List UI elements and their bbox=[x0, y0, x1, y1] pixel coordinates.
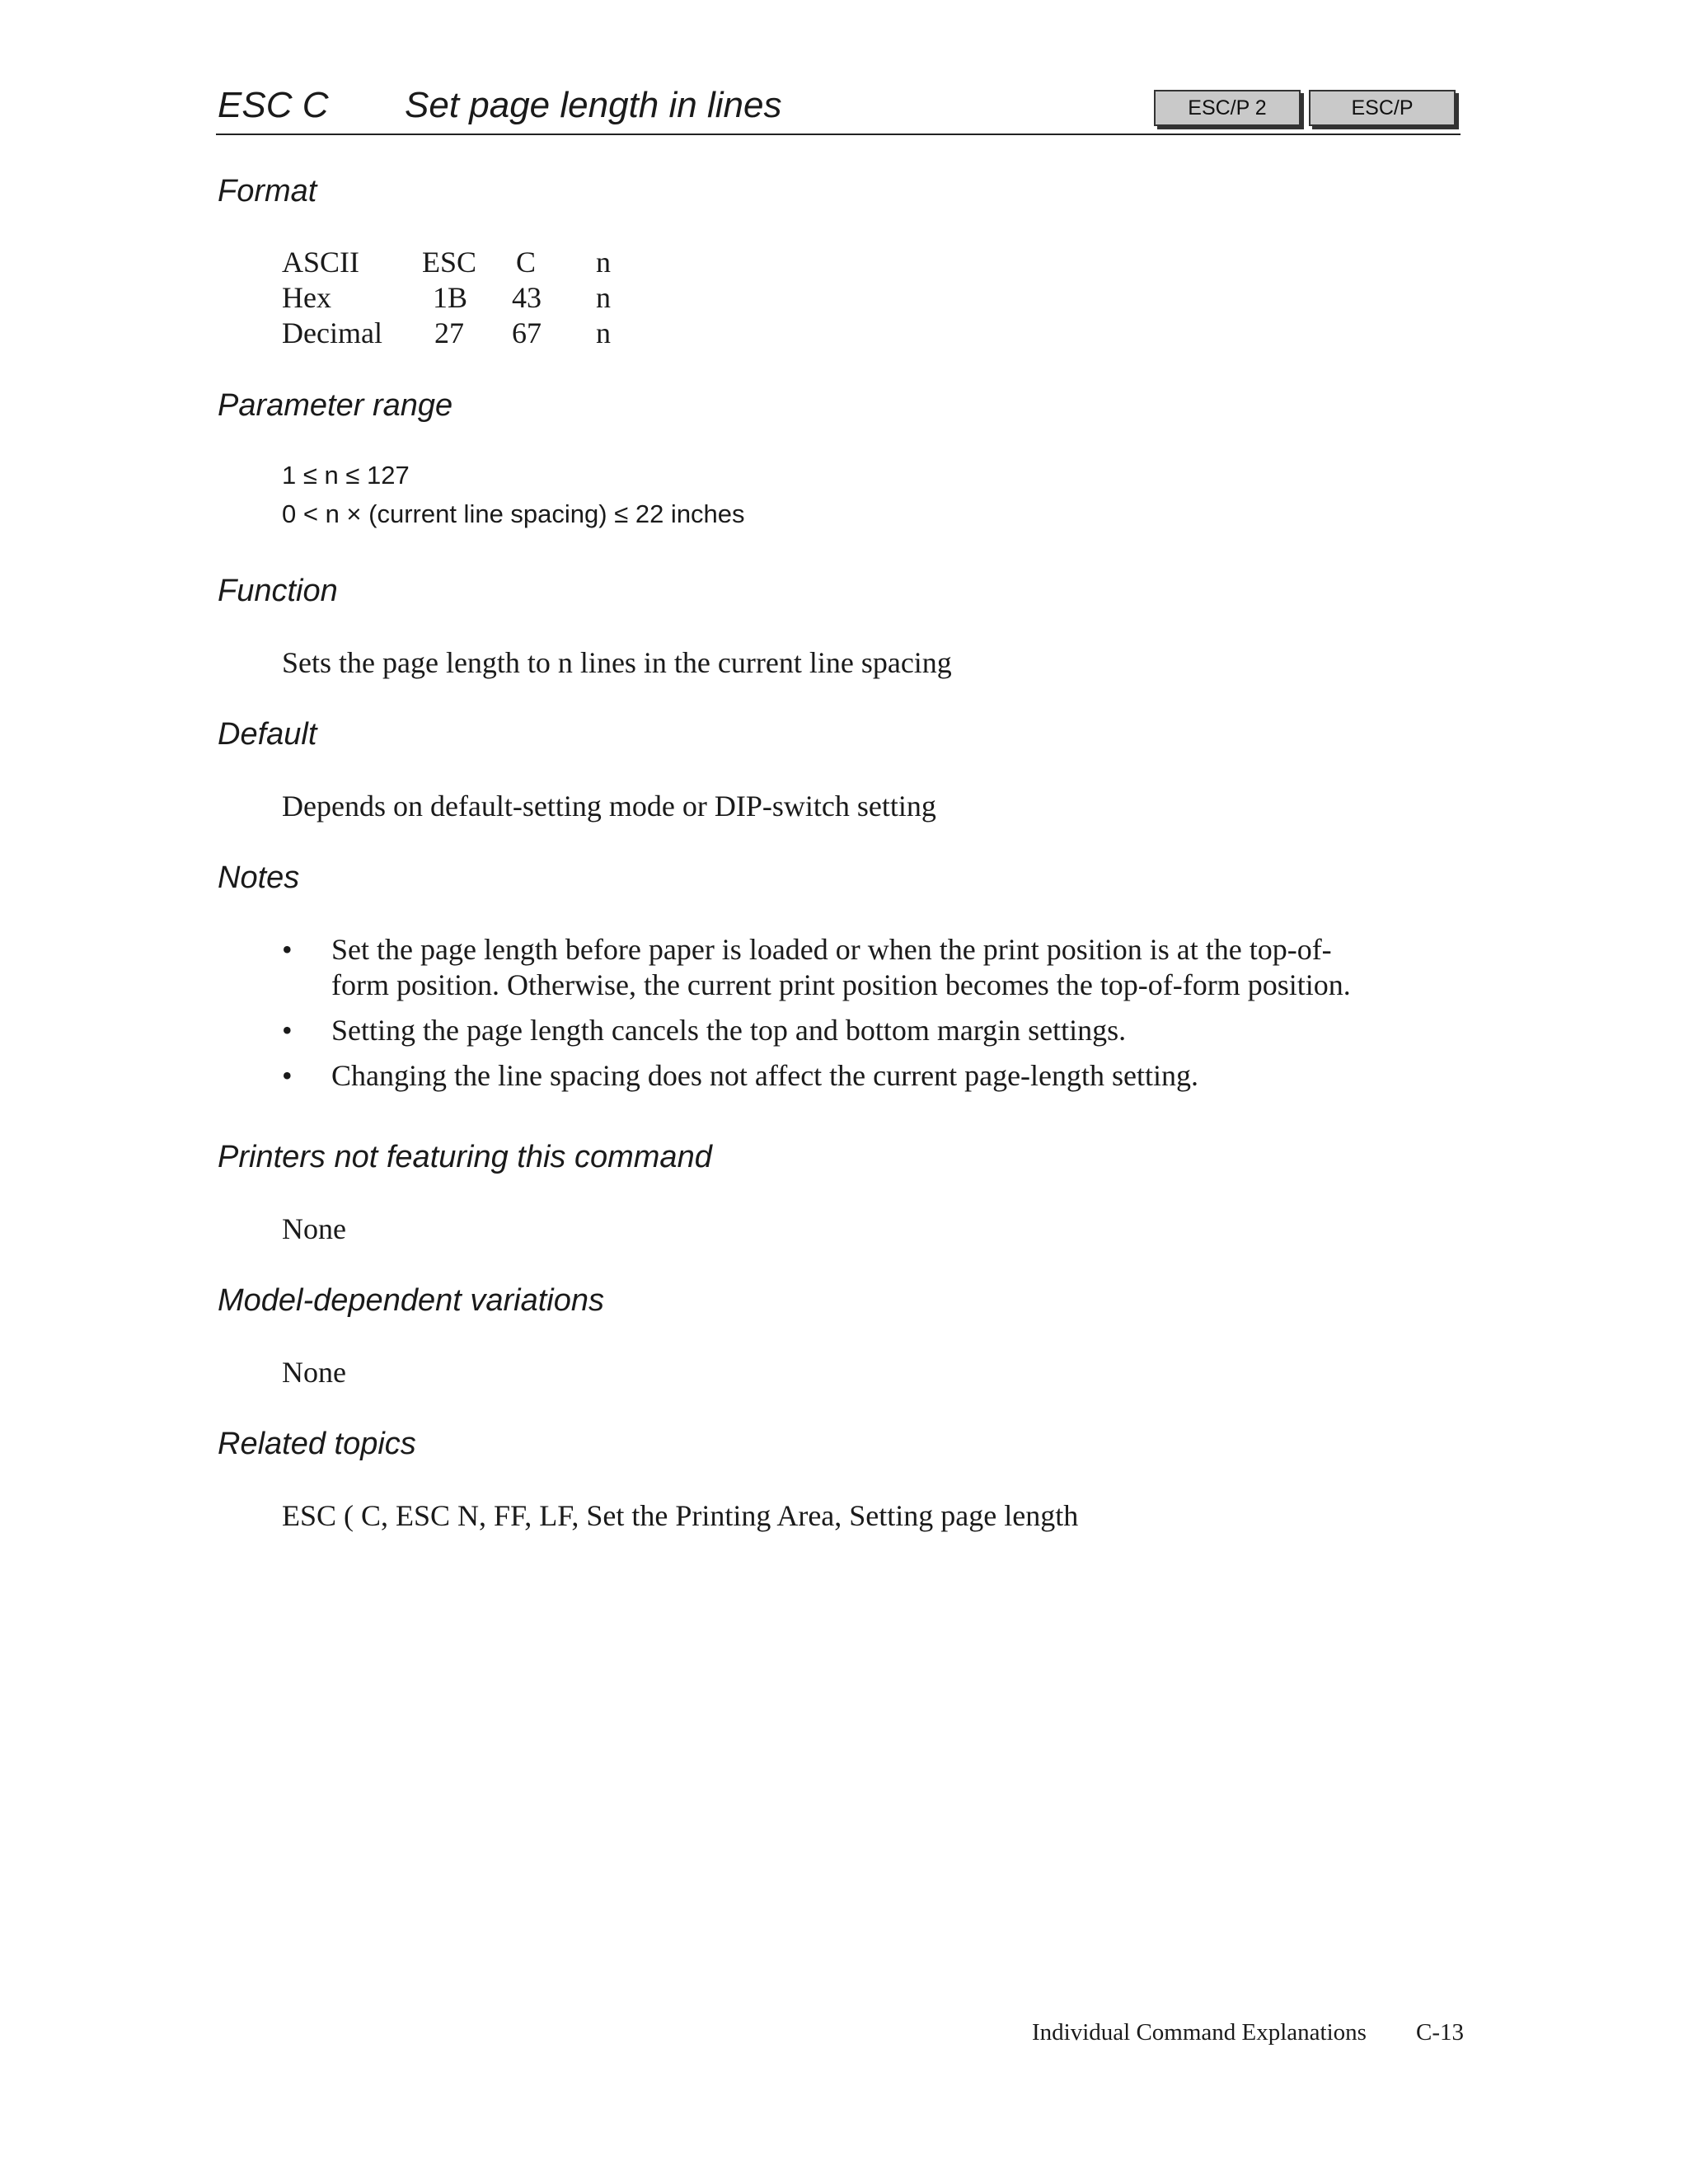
badge-escp2: ESC/P 2 bbox=[1154, 90, 1301, 126]
default-heading: Default bbox=[218, 717, 317, 752]
format-row-c3: n bbox=[596, 281, 611, 314]
notes-heading: Notes bbox=[218, 860, 300, 895]
model-variations-heading: Model-dependent variations bbox=[218, 1283, 604, 1318]
format-row-c2: 43 bbox=[512, 281, 542, 314]
function-text: Sets the page length to n lines in the current line spacing bbox=[282, 646, 952, 679]
note-item-line: form position. Otherwise, the current print position becomes the top-of-form position. bbox=[331, 968, 1351, 1001]
note-bullet: • bbox=[282, 933, 293, 966]
default-text: Depends on default-setting mode or DIP-switch setting bbox=[282, 790, 936, 823]
format-row-c2: C bbox=[516, 246, 537, 279]
printers-not-featuring-text: None bbox=[282, 1212, 346, 1245]
note-item-line: Setting the page length cancels the top and bottom margin settings. bbox=[331, 1014, 1127, 1047]
format-row-c3: n bbox=[596, 246, 611, 279]
note-item-line: Set the page length before paper is loaded or when the print position is at the top-of- bbox=[331, 933, 1332, 966]
footer-section-name: Individual Command Explanations bbox=[1032, 2019, 1367, 2046]
command-name: ESC C bbox=[218, 85, 329, 125]
format-row-label: Decimal bbox=[282, 316, 382, 349]
parameter-range-heading: Parameter range bbox=[218, 388, 453, 423]
format-row-c1: 27 bbox=[434, 316, 464, 349]
function-heading: Function bbox=[218, 574, 338, 608]
note-bullet: • bbox=[282, 1014, 293, 1047]
format-heading: Format bbox=[218, 174, 317, 209]
parameter-range-line: 0 < n × (current line spacing) ≤ 22 inches bbox=[282, 499, 745, 528]
format-row-c1: ESC bbox=[422, 246, 477, 279]
footer-page-number: C-13 bbox=[1416, 2019, 1464, 2046]
printers-not-featuring-heading: Printers not featuring this command bbox=[218, 1140, 712, 1174]
badge-escp: ESC/P bbox=[1309, 90, 1456, 126]
format-row-c2: 67 bbox=[512, 316, 542, 349]
format-row-c3: n bbox=[596, 316, 611, 349]
format-row-label: Hex bbox=[282, 281, 331, 314]
note-item-line: Changing the line spacing does not affect the current page-length setting. bbox=[331, 1059, 1199, 1092]
parameter-range-line: 1 ≤ n ≤ 127 bbox=[282, 461, 410, 490]
note-bullet: • bbox=[282, 1059, 293, 1092]
page-title: Set page length in lines bbox=[405, 85, 782, 125]
header-rule bbox=[216, 134, 1461, 135]
format-row-c1: 1B bbox=[433, 281, 468, 314]
format-row-label: ASCII bbox=[282, 246, 360, 279]
model-variations-text: None bbox=[282, 1356, 346, 1389]
related-topics-heading: Related topics bbox=[218, 1427, 416, 1461]
related-topics-text: ESC ( C, ESC N, FF, LF, Set the Printing Area, Setting page length bbox=[282, 1499, 1079, 1532]
